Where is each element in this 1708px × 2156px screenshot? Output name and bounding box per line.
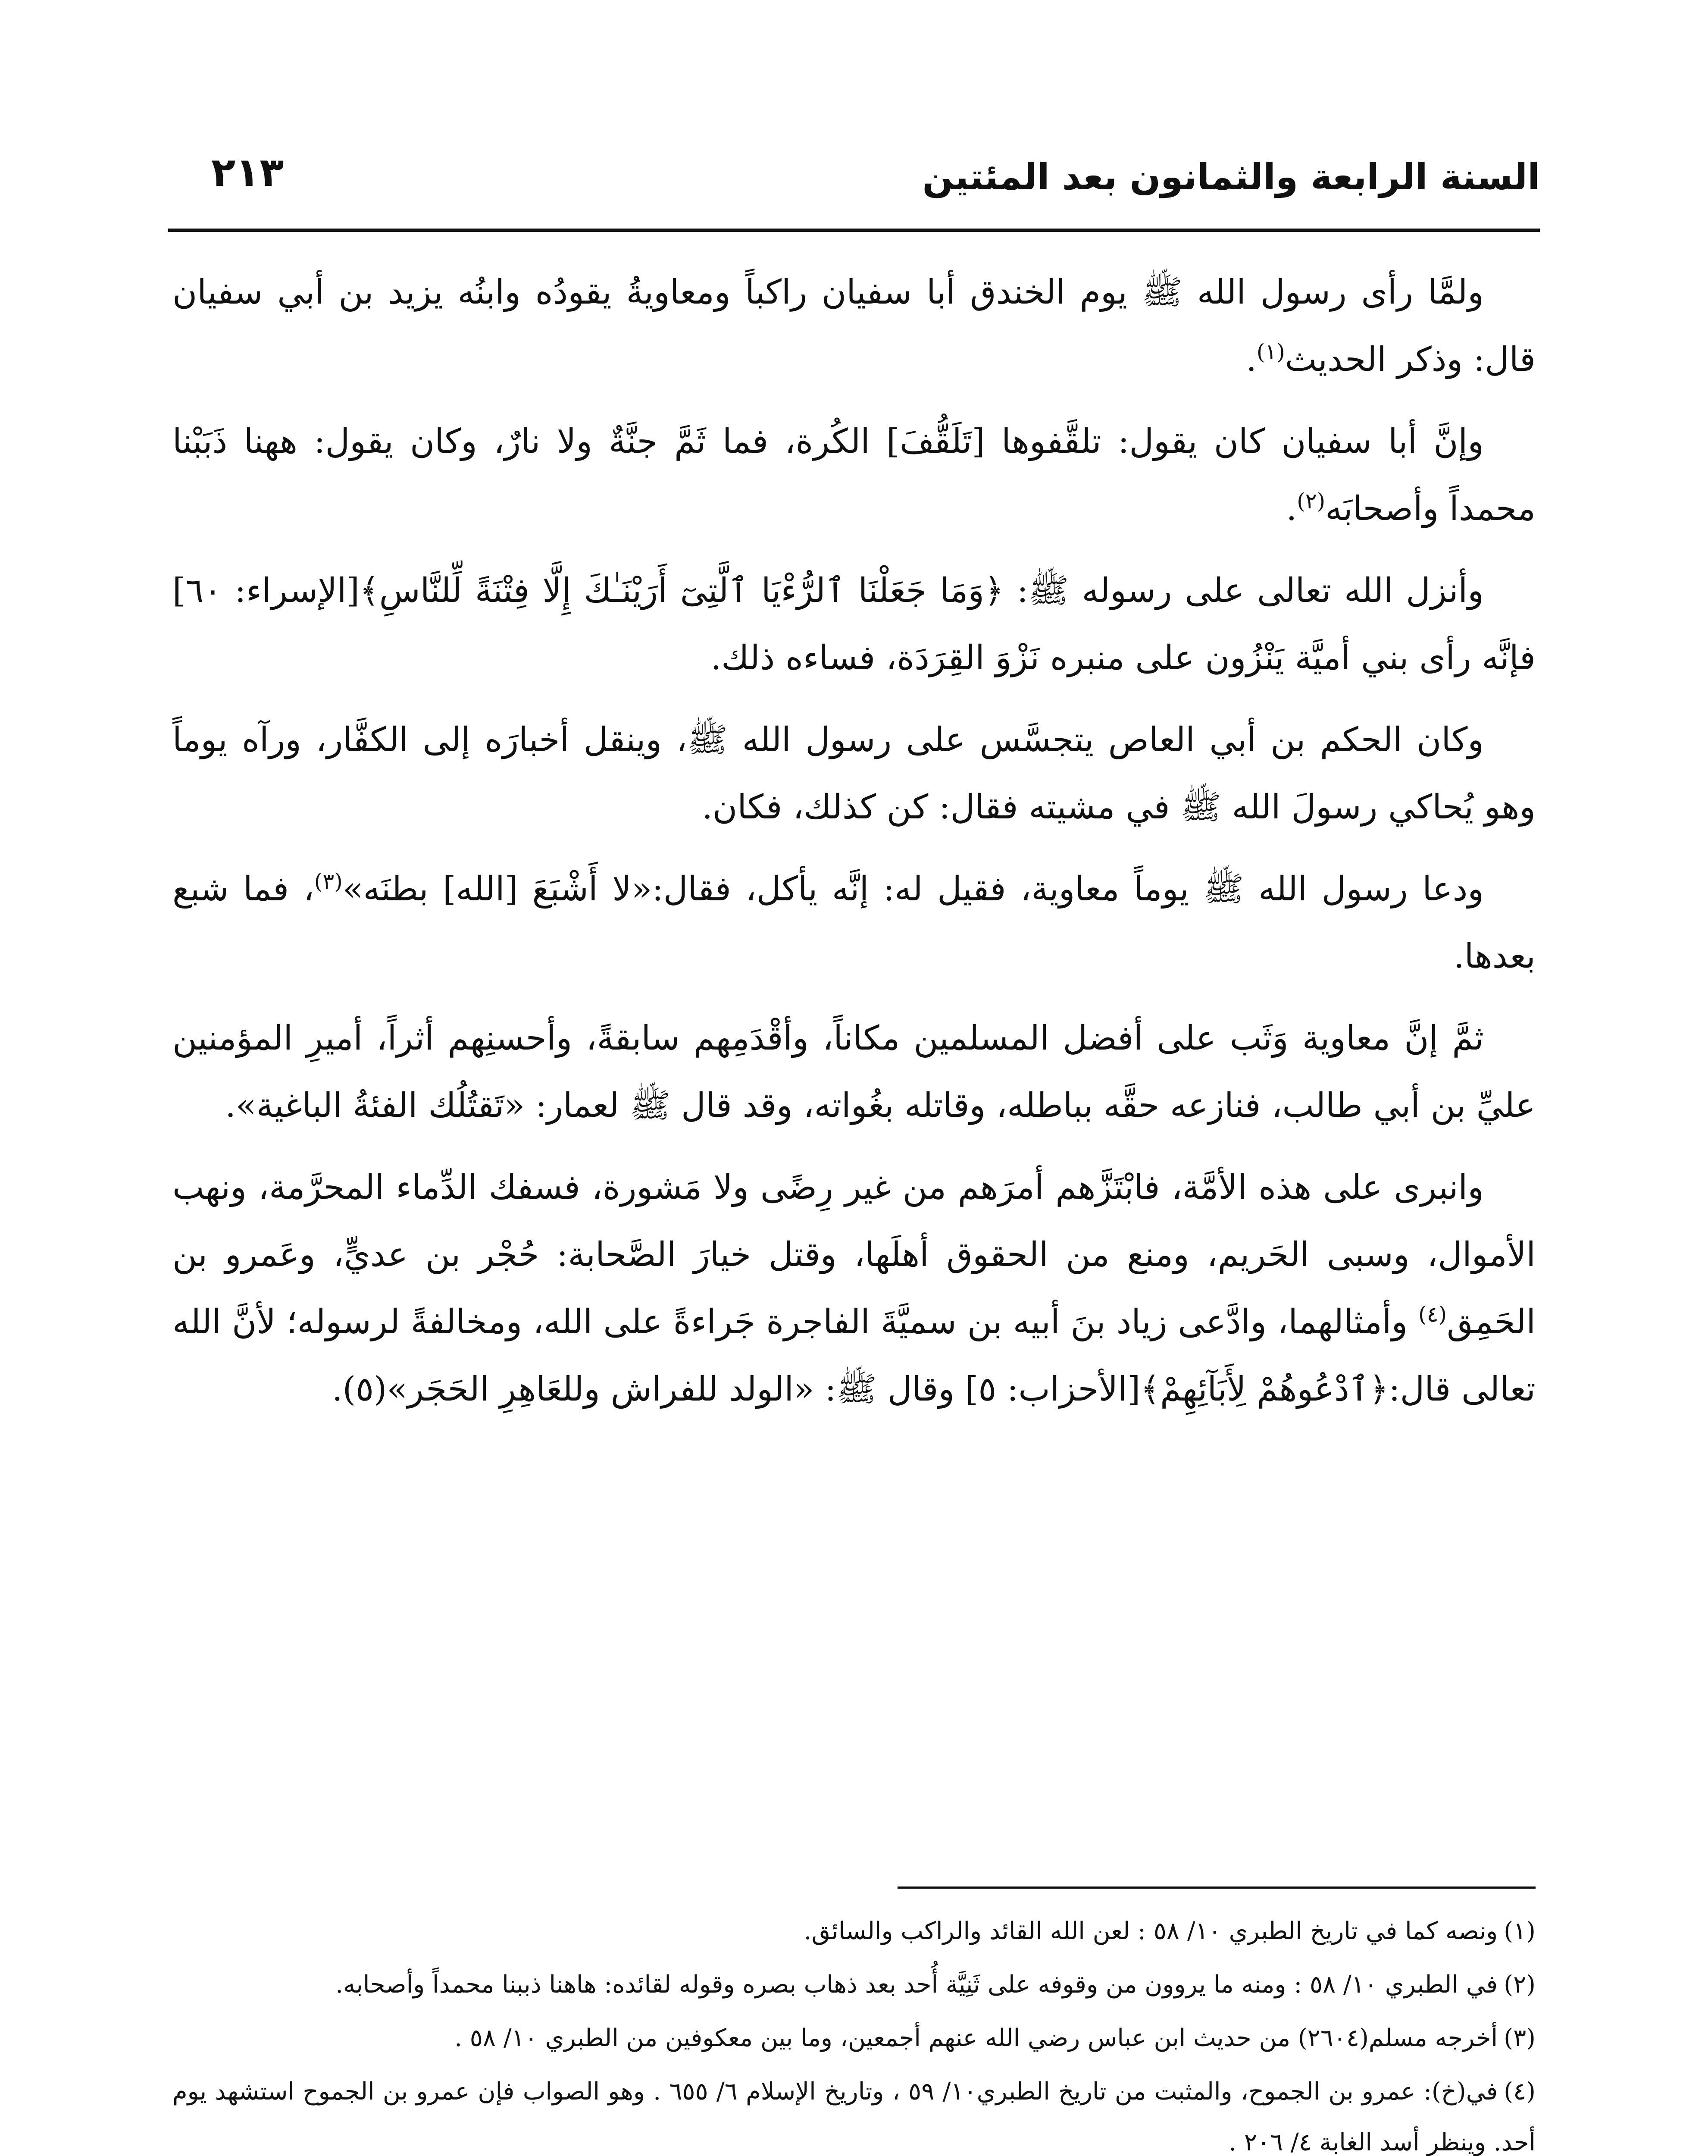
paragraph-text: وأنزل الله تعالى على رسوله ﷺ: ﴿وَمَا جَعَلْنَا ٱلرُّءْيَا ٱلَّتِىٓ أَرَيْنَـٰكَ إِلَّا فِتْنَةً لِّلنَّاسِ﴾[الإسراء: ٦٠] فإنَّه رأى بني أميَّة يَنْزُون على منبره نَزْوَ القِرَدَة، فساءه ذلك.: [172, 571, 1536, 677]
footnote-marker: (٣): [314, 869, 343, 894]
running-title: السنة الرابعة والثمانون بعد المئتين: [922, 156, 1540, 198]
footnote-text: ونصه كما في تاريخ الطبري ١٠/ ٥٨ : لعن الله القائد والراكب والسائق.: [804, 1917, 1498, 1945]
footnote: [172, 2013, 1536, 2064]
paragraph-tail: .: [1246, 340, 1257, 379]
footnote: [172, 2066, 1536, 2156]
page-number: ٢١٣: [211, 149, 284, 195]
footnote-number: (٢): [1504, 1971, 1536, 1999]
paragraph: [172, 408, 1536, 542]
header-rule: [168, 229, 1540, 232]
footnote: [172, 1959, 1536, 2010]
paragraph-text: وانبرى على هذه الأمَّة، فابْتَزَّهم أمرَهم من غير رِضًى ولا مَشورة، فسفك الدِّماء المحرَّمة، ونهب الأموال، وسبى الحَريم، ومنع من الحقوق أهلَها، وقتل خيارَ الصَّحابة: حُجْر بن عديٍّ، وعَمرو بن الحَمِق: [172, 1168, 1536, 1341]
footnote-text: في(خ): عمرو بن الجموح، والمثبت من تاريخ الطبري١٠/ ٥٩ ، وتاريخ الإسلام ٦/ ٦٥٥ . وهو الصواب فإن عمرو بن الجموح استشهد يوم أحد. وينظر أسد الغابة ٤/ ٢٠٦ .: [172, 2078, 1536, 2156]
paragraph: [172, 1154, 1536, 1423]
paragraph-text: ودعا رسول الله ﷺ يوماً معاوية، فقيل له: إنَّه يأكل، فقال:«لا أَشْبَعَ [الله] بطنَه»: [342, 870, 1484, 909]
paragraph-tail: وأمثالهما، وادَّعى زياد بنَ أبيه بن سميَّةَ الفاجرة جَراءةً على الله، ومخالفةً لرسوله؛ لأنَّ الله تعالى قال:﴿ٱدْعُوهُمْ لِأَبَآئِهِمْ﴾[الأحزاب: ٥] وقال ﷺ: «الولد للفراش وللعَاهِرِ الحَجَر»(٥).: [172, 1303, 1536, 1409]
paragraph: [172, 557, 1536, 692]
page-header: [168, 129, 1540, 216]
footnote-marker: (١): [1256, 339, 1285, 364]
footnote-rule: [898, 1887, 1536, 1889]
footnotes: [172, 1906, 1536, 2156]
footnote-number: (١): [1504, 1917, 1536, 1945]
footnote-number: (٤): [1504, 2078, 1536, 2106]
footnote-text: في الطبري ١٠/ ٥٨ : ومنه ما يروون من وقوفه على ثَنِيَّة أُحد بعد ذهاب بصره وقوله لقائده: هاهنا ذببنا محمداً وأصحابه.: [335, 1971, 1498, 1999]
footnote-text: أخرجه مسلم(٢٦٠٤) من حديث ابن عباس رضي الله عنهم أجمعين، وما بين معكوفين من الطبري ١٠/ ٥٨ .: [454, 2024, 1498, 2052]
footnote-marker: (٢): [1297, 489, 1326, 514]
footnote-number: (٣): [1504, 2024, 1536, 2052]
paragraph-text: وإنَّ أبا سفيان كان يقول: تلقَّفوها [تَلَقُّفَ] الكُرة، فما ثَمَّ جنَّةٌ ولا نارٌ، وكان يقول: ههنا ذَبَبْنا محمداً وأصحابَه: [172, 422, 1536, 528]
paragraph: [172, 706, 1536, 841]
footnote: [172, 1906, 1536, 1957]
paragraph: [172, 1005, 1536, 1139]
paragraph: [172, 259, 1536, 393]
paragraph: [172, 856, 1536, 990]
paragraph-text: ثمَّ إنَّ معاوية وَثَب على أفضل المسلمين مكاناً، وأقْدَمِهم سابقةً، وأحسنِهم أثراً، أميرِ المؤمنين عليِّ بن أبي طالب، فنازعه حقَّه بباطله، وقاتله بغُواته، وقد قال ﷺ لعمار: «تَقتُلُك الفئةُ الباغية».: [172, 1019, 1536, 1125]
paragraph-tail: ، فما شبع بعدها.: [172, 870, 1536, 976]
main-text: [172, 259, 1536, 1876]
paragraph-tail: .: [1286, 489, 1297, 528]
footnote-marker: (٤): [1418, 1302, 1447, 1327]
paragraph-text: وكان الحكم بن أبي العاص يتجسَّس على رسول الله ﷺ، وينقل أخبارَه إلى الكفَّار، ورآه يوماً وهو يُحاكي رسولَ الله ﷺ في مشيته فقال: كن كذلك، فكان.: [172, 721, 1536, 827]
paragraph-text: ولمَّا رأى رسول الله ﷺ يوم الخندق أبا سفيان راكباً ومعاويةُ يقودُه وابنُه يزيد بن أبي سفيان قال: وذكر الحديث: [172, 273, 1536, 379]
